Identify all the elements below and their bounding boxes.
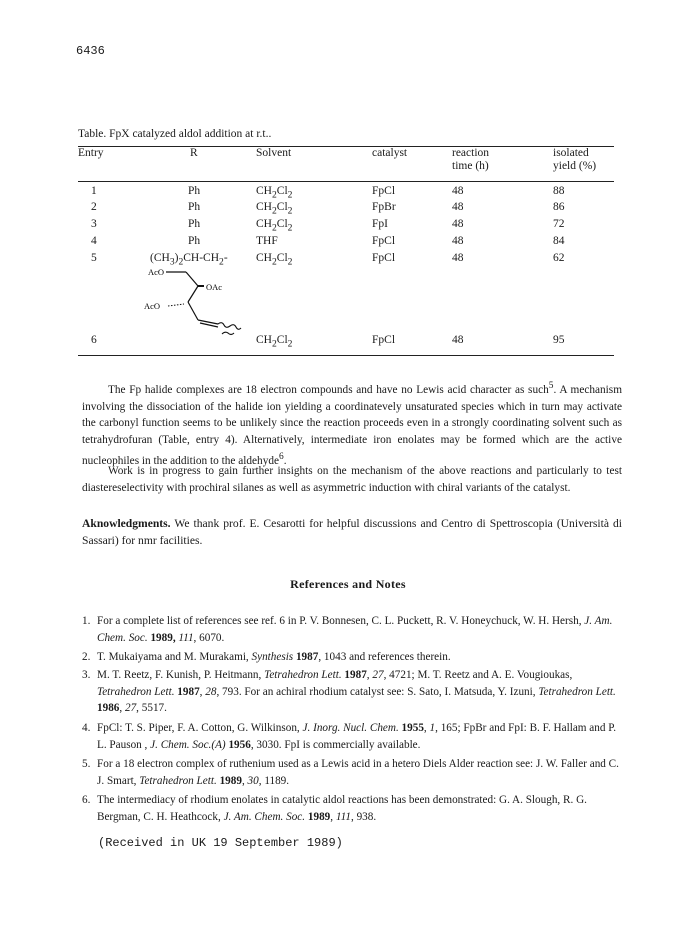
reference-6: 6. The intermediacy of rhodium enolates in catalytic aldol reactions has been demonstrated: G. A. Slough, R. G. Bergman, C. H. Heathcock, J. Am. Chem. Soc. 1989, 111, 938.: [82, 794, 587, 823]
row3-entry: 3: [91, 218, 97, 230]
row2-solvent: $CH_2Cl_2$: [256, 201, 293, 217]
structure-aco-top: AcO: [148, 267, 165, 277]
row4-time: 48: [452, 235, 464, 247]
acknowledgments: Aknowledgments. We thank prof. E. Cesarotti for helpful discussions and Centro di Spettroscopia (Università di Sassari) for nmr facilities.: [82, 517, 622, 547]
row4-solvent: THF: [256, 235, 278, 247]
row6-time: 48: [452, 334, 464, 346]
reference-5: 5. For a 18 electron complex of ruthenium used as a Lewis acid in a hetero Diels Alder reaction see: J. W. Faller and C. J. Smart, Tetrahedron Lett. 1989, 30, 1189.: [82, 758, 619, 787]
row1-solvent: $CH_2Cl_2$: [256, 185, 293, 201]
row2-catalyst: FpBr: [372, 201, 396, 213]
row2-r: Ph: [188, 201, 201, 213]
row5-solvent: $CH_2Cl_2$: [256, 252, 293, 268]
structure-aco-bottom: AcO: [144, 301, 161, 311]
page-number: 6436: [76, 44, 105, 58]
row6-yield: 95: [553, 334, 565, 346]
paragraph-future-work: Work is in progress to gain further insights on the mechanism of the above reactions and particularly to test diastereselectivity with prochiral silanes as well as asymmetric induction with chiral variants of the catalyst.: [82, 465, 622, 494]
header-yield-line2: yield (%): [553, 160, 597, 172]
row3-solvent: $CH_2Cl_2$: [256, 218, 293, 234]
row1-time: 48: [452, 185, 464, 197]
reference-3: 3. M. T. Reetz, F. Kunish, P. Heitmann, Tetrahedron Lett. 1987, 27, 4721; M. T. Reetz and A. E. Vougioukas, Tetrahedron Lett. 1987, 28, 793. For an achiral rhodium catalyst see: S. Sato, I. Matsuda, Y. Izuni, Tetrahedron Lett. 1986, 27, 5517.: [82, 669, 616, 714]
header-time-line2: time (h): [452, 160, 489, 172]
header-catalyst: catalyst: [372, 147, 408, 159]
structure-oac: OAc: [206, 282, 223, 292]
table-header-rule: [78, 181, 614, 182]
header-reaction-time: [452, 147, 489, 173]
references-title: References and Notes: [290, 577, 406, 591]
header-yield-line1: isolated: [553, 147, 589, 159]
row4-r: Ph: [188, 235, 201, 247]
row4-yield: 84: [553, 235, 565, 247]
row1-r: Ph: [188, 185, 201, 197]
acknowledgments-title: Aknowledgments.: [82, 517, 171, 530]
reference-1: 1. For a complete list of references see ref. 6 in P. V. Bonnesen, C. L. Puckett, R. V. Honeychuck, W. H. Hersh, J. Am. Chem. Soc. 1989, 111, 6070.: [82, 615, 613, 644]
row5-time: 48: [452, 252, 464, 264]
row3-yield: 72: [553, 218, 565, 230]
row1-yield: 88: [553, 185, 565, 197]
received-date: (Received in UK 19 September 1989): [98, 836, 343, 850]
header-r: R: [190, 147, 198, 159]
row5-r: $(CH_3)_2CH-CH_2-$: [150, 252, 228, 268]
row1-entry: 1: [91, 185, 97, 197]
row4-entry: 4: [91, 235, 97, 247]
table-caption: Table. FpX catalyzed aldol addition at r.t..: [78, 128, 272, 140]
row2-yield: 86: [553, 201, 565, 213]
reference-4: 4. FpCl: T. S. Piper, F. A. Cotton, G. Wilkinson, J. Inorg. Nucl. Chem. 1955, 1, 165; FpBr and FpI: B. F. Hallam and P. L. Pauson , J. Chem. Soc.(A) 1956, 3030. FpI is commercially available.: [82, 722, 617, 751]
row1-catalyst: FpCl: [372, 185, 396, 197]
table-top-rule: [78, 146, 614, 147]
row3-time: 48: [452, 218, 464, 230]
row6-entry: 6: [91, 334, 97, 346]
row3-catalyst: FpI: [372, 218, 388, 230]
row2-entry: 2: [91, 201, 97, 213]
row5-catalyst: FpCl: [372, 252, 396, 264]
table-bottom-rule: [78, 355, 614, 356]
row4-catalyst: FpCl: [372, 235, 396, 247]
row6-solvent: $CH_2Cl_2$: [256, 334, 293, 350]
row2-time: 48: [452, 201, 464, 213]
sugar-structure-drawing: [140, 264, 250, 342]
header-entry: Entry: [78, 147, 104, 159]
row3-r: Ph: [188, 218, 201, 230]
header-isolated-yield: [553, 147, 596, 173]
row6-catalyst: FpCl: [372, 334, 396, 346]
header-time-line1: reaction: [452, 147, 490, 159]
row5-yield: 62: [553, 252, 565, 264]
header-solvent: Solvent: [256, 147, 292, 159]
row5-entry: 5: [91, 252, 97, 264]
reference-2: 2. T. Mukaiyama and M. Murakami, Synthesis 1987, 1043 and references therein.: [82, 651, 451, 663]
paragraph-mechanism: The Fp halide complexes are 18 electron compounds and have no Lewis acid character as such$^5$. A mechanism involving the dissociation of the halide ion yielding a coordinatevely unsaturated species which in turn may activate the carbonyl function seems to be unlikely since the reaction proceeds even in a strongly coordinating solvent such as tetrahydrofuran (Table, entry 4). Alternatively, intermediate iron enolates may be formed which are the active nucleophiles in the addition to the aldehyde$^6$.: [82, 381, 622, 467]
